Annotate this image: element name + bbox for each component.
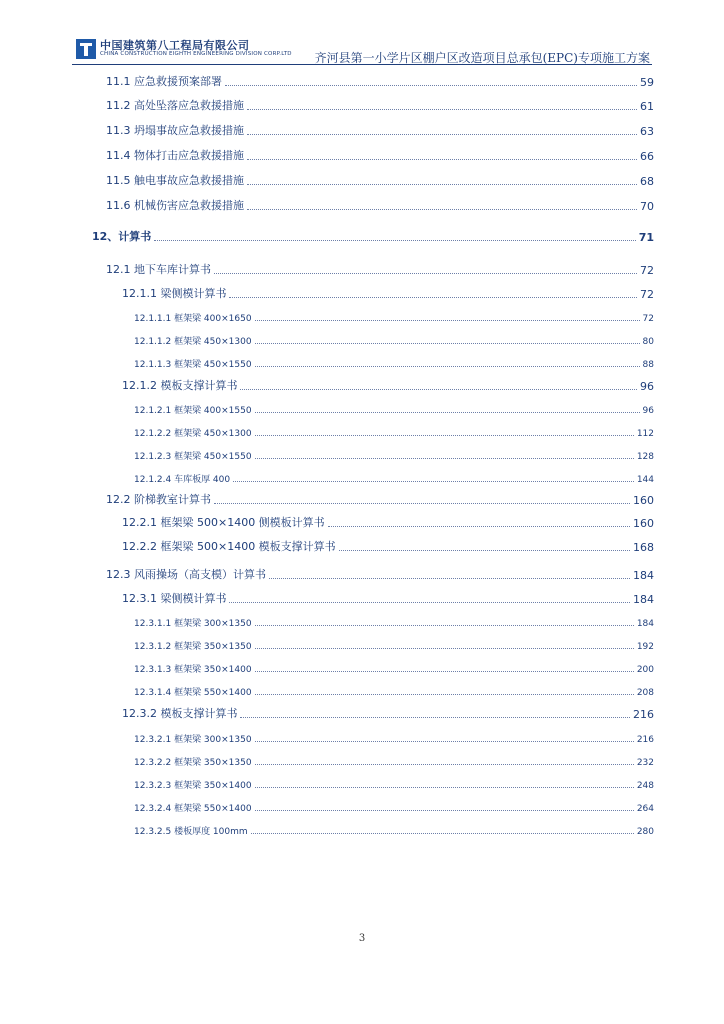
toc-entry[interactable] [106, 172, 654, 188]
company-logo-icon [76, 39, 96, 59]
toc-leader-dots [251, 832, 634, 834]
toc-leader-dots [240, 388, 637, 390]
toc-entry-page: 61 [640, 100, 654, 113]
toc-entry-page: 88 [642, 360, 654, 370]
toc-entry-title: 11.3 坍塌事故应急救援措施 [106, 124, 244, 137]
toc-leader-dots [154, 239, 635, 241]
toc-entry-page: 216 [636, 735, 654, 745]
toc-entry-title: 12.3.2.4 框架梁 550×1400 [134, 804, 252, 814]
toc-entry[interactable] [134, 331, 654, 347]
toc-entry-title: 12.3.2.5 楼板厚度 100mm [134, 827, 248, 837]
toc-leader-dots [255, 434, 634, 436]
toc-leader-dots [247, 133, 637, 135]
toc-entry[interactable] [134, 308, 654, 324]
toc-entry[interactable] [106, 122, 654, 138]
toc-entry-title: 12.3.2 模板支撑计算书 [122, 707, 238, 720]
document-title: 齐河县第一小学片区棚户区改造项目总承包(EPC)专项施工方案 [314, 51, 650, 65]
toc-entry[interactable] [122, 285, 654, 301]
toc-entry[interactable] [134, 423, 654, 439]
toc-entry[interactable] [92, 228, 654, 244]
toc-entry-title: 12.2 阶梯教室计算书 [106, 493, 211, 506]
toc-entry[interactable] [134, 469, 654, 485]
toc-entry[interactable] [122, 538, 654, 554]
toc-entry-title: 12.1.1.1 框架梁 400×1650 [134, 314, 252, 324]
toc-leader-dots [255, 319, 640, 321]
toc-entry[interactable] [134, 821, 654, 837]
toc-leader-dots [229, 601, 630, 603]
toc-entry-title: 11.6 机械伤害应急救援措施 [106, 199, 244, 212]
toc-leader-dots [214, 502, 630, 504]
toc-leader-dots [255, 342, 640, 344]
toc-entry[interactable] [106, 491, 654, 507]
toc-leader-dots [247, 183, 637, 185]
toc-leader-dots [225, 84, 637, 86]
company-name-cn: 中国建筑第八工程局有限公司 [100, 39, 250, 52]
toc-entry-page: 70 [640, 200, 654, 213]
toc-leader-dots [255, 763, 634, 765]
toc-entry-page: 208 [636, 688, 654, 698]
toc-entry-title: 12.2.2 框架梁 500×1400 模板支撑计算书 [122, 540, 336, 553]
toc-leader-dots [255, 670, 634, 672]
toc-entry-page: 66 [640, 150, 654, 163]
toc-entry-page: 80 [642, 337, 654, 347]
toc-entry-title: 12.1.2.4 车库板厚 400 [134, 475, 231, 485]
toc-entry[interactable] [106, 97, 654, 113]
toc-leader-dots [229, 296, 637, 298]
company-name-en: CHINA CONSTRUCTION EIGHTH ENGINEERING DIVISION CORP.LTD [100, 51, 292, 57]
toc-entry-title: 12.1.2 模板支撑计算书 [122, 379, 238, 392]
toc-entry[interactable] [122, 514, 654, 530]
toc-leader-dots [339, 549, 630, 551]
toc-entry-title: 11.2 高处坠落应急救援措施 [106, 99, 244, 112]
toc-entry[interactable] [134, 659, 654, 675]
toc-entry[interactable] [106, 147, 654, 163]
toc-entry-page: 72 [640, 288, 654, 301]
toc-entry[interactable] [134, 354, 654, 370]
toc-leader-dots [214, 272, 637, 274]
toc-entry[interactable] [134, 446, 654, 462]
toc-entry-title: 12.2.1 框架梁 500×1400 侧模板计算书 [122, 516, 325, 529]
toc-entry-page: 72 [642, 314, 654, 324]
toc-entry-page: 216 [633, 708, 654, 721]
toc-entry-title: 12.1.1 梁侧模计算书 [122, 287, 227, 300]
toc-leader-dots [255, 809, 634, 811]
toc-entry-title: 11.1 应急救援预案部署 [106, 75, 222, 88]
toc-entry-title: 12.3.2.3 框架梁 350×1400 [134, 781, 252, 791]
toc-entry-title: 12.3.1.2 框架梁 350×1350 [134, 642, 252, 652]
toc-entry-page: 112 [636, 429, 654, 439]
toc-entry-page: 144 [636, 475, 654, 485]
toc-leader-dots [255, 457, 634, 459]
toc-entry[interactable] [134, 798, 654, 814]
toc-entry[interactable] [134, 400, 654, 416]
toc-entry-page: 59 [640, 76, 654, 89]
toc-entry-page: 264 [636, 804, 654, 814]
toc-entry-title: 12.1.2.1 框架梁 400×1550 [134, 406, 252, 416]
page-number: 3 [358, 933, 366, 944]
toc-entry-title: 12.1 地下车库计算书 [106, 263, 211, 276]
toc-entry[interactable] [134, 752, 654, 768]
toc-entry[interactable] [106, 566, 654, 582]
toc-entry-page: 280 [636, 827, 654, 837]
toc-entry-title: 11.4 物体打击应急救援措施 [106, 149, 244, 162]
toc-leader-dots [328, 525, 630, 527]
toc-entry-page: 68 [640, 175, 654, 188]
toc-leader-dots [240, 716, 630, 718]
toc-entry-title: 12.3.1.4 框架梁 550×1400 [134, 688, 252, 698]
toc-entry-page: 192 [636, 642, 654, 652]
toc-entry-title: 11.5 触电事故应急救援措施 [106, 174, 244, 187]
toc-entry[interactable] [106, 73, 654, 89]
toc-entry-title: 12.3.1.3 框架梁 350×1400 [134, 665, 252, 675]
toc-leader-dots [269, 577, 630, 579]
toc-entry-page: 184 [633, 569, 654, 582]
toc-entry-title: 12.3.1.1 框架梁 300×1350 [134, 619, 252, 629]
toc-entry-page: 71 [638, 231, 654, 244]
toc-entry-page: 63 [640, 125, 654, 138]
toc-entry-title: 12、计算书 [92, 230, 152, 243]
toc-entry[interactable] [134, 775, 654, 791]
toc-entry-page: 160 [633, 517, 654, 530]
toc-entry-title: 12.3 风雨操场（高支模）计算书 [106, 568, 266, 581]
toc-entry-title: 12.1.2.2 框架梁 450×1300 [134, 429, 252, 439]
toc-leader-dots [255, 786, 634, 788]
toc-entry-page: 232 [636, 758, 654, 768]
toc-entry[interactable] [122, 705, 654, 721]
toc-entry[interactable] [106, 197, 654, 213]
toc-leader-dots [255, 740, 634, 742]
toc-leader-dots [247, 158, 637, 160]
toc-leader-dots [255, 411, 640, 413]
toc-entry[interactable] [134, 682, 654, 698]
page-header [72, 36, 652, 65]
toc-entry-title: 12.1.2.3 框架梁 450×1550 [134, 452, 252, 462]
toc-entry[interactable] [122, 590, 654, 606]
toc-entry[interactable] [134, 729, 654, 745]
toc-leader-dots [255, 365, 640, 367]
toc-leader-dots [233, 480, 634, 482]
toc-leader-dots [255, 624, 634, 626]
toc-entry-page: 128 [636, 452, 654, 462]
toc-entry[interactable] [106, 261, 654, 277]
toc-entry-page: 96 [642, 406, 654, 416]
toc-leader-dots [247, 108, 637, 110]
toc-entry-page: 96 [640, 380, 654, 393]
toc-entry[interactable] [122, 377, 654, 393]
toc-entry-title: 12.3.2.2 框架梁 350×1350 [134, 758, 252, 768]
toc-entry-page: 72 [640, 264, 654, 277]
toc-entry[interactable] [134, 613, 654, 629]
toc-entry-page: 184 [636, 619, 654, 629]
toc-entry[interactable] [134, 636, 654, 652]
toc-entry-title: 12.3.1 梁侧模计算书 [122, 592, 227, 605]
toc-leader-dots [255, 647, 634, 649]
toc-entry-page: 160 [633, 494, 654, 507]
toc-entry-title: 12.1.1.3 框架梁 450×1550 [134, 360, 252, 370]
toc-entry-page: 248 [636, 781, 654, 791]
toc-entry-page: 200 [636, 665, 654, 675]
toc-leader-dots [255, 693, 634, 695]
toc-entry-page: 168 [633, 541, 654, 554]
toc-entry-title: 12.3.2.1 框架梁 300×1350 [134, 735, 252, 745]
toc-entry-title: 12.1.1.2 框架梁 450×1300 [134, 337, 252, 347]
toc-entry-page: 184 [633, 593, 654, 606]
toc-leader-dots [247, 208, 637, 210]
